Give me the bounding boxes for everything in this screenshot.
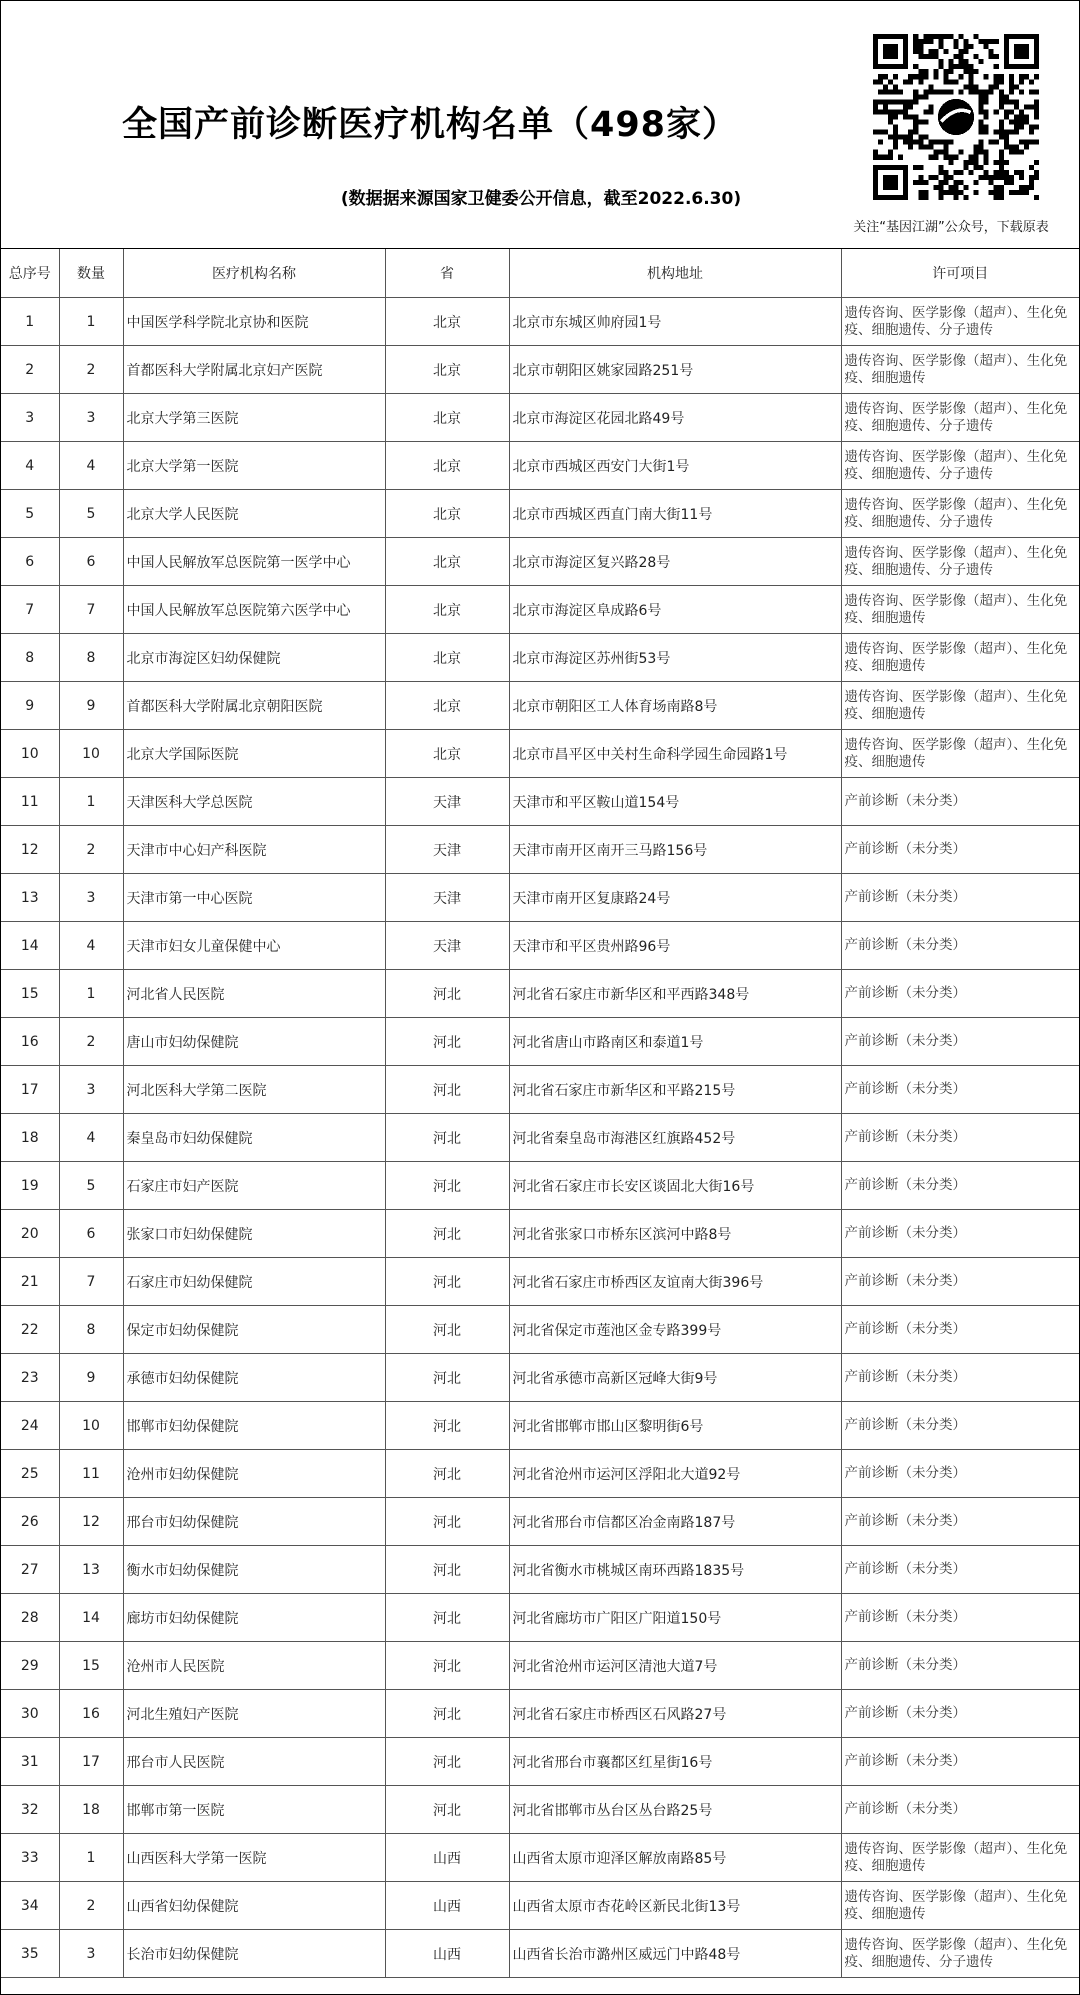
count-cell: 7	[59, 1258, 123, 1306]
license-cell: 产前诊断（未分类）	[841, 1114, 1079, 1162]
license-cell: 遗传咨询、医学影像（超声）、生化免疫、细胞遗传	[841, 346, 1079, 394]
qr-caption: 关注“基因江湖”公众号，下载原表	[853, 220, 1049, 235]
institution-cell: 北京大学第一医院	[123, 442, 385, 490]
document-header	[1, 1, 1079, 249]
institution-cell: 天津市第一中心医院	[123, 874, 385, 922]
address-cell: 河北省沧州市运河区清池大道7号	[509, 1642, 841, 1690]
serial-cell: 4	[1, 442, 59, 490]
province-cell: 河北	[385, 1114, 509, 1162]
table-row	[1, 826, 1079, 874]
serial-cell: 33	[1, 1834, 59, 1882]
license-cell: 遗传咨询、医学影像（超声）、生化免疫、细胞遗传	[841, 730, 1079, 778]
address-cell: 河北省保定市莲池区金专路399号	[509, 1306, 841, 1354]
count-cell: 15	[59, 1642, 123, 1690]
institution-cell: 石家庄市妇幼保健院	[123, 1258, 385, 1306]
institution-cell: 中国人民解放军总医院第六医学中心	[123, 586, 385, 634]
count-cell: 6	[59, 538, 123, 586]
institution-cell: 邯郸市妇幼保健院	[123, 1402, 385, 1450]
license-cell: 产前诊断（未分类）	[841, 1690, 1079, 1738]
table-row	[1, 1450, 1079, 1498]
address-cell: 河北省邢台市襄都区红星街16号	[509, 1738, 841, 1786]
count-cell: 4	[59, 922, 123, 970]
serial-cell: 29	[1, 1642, 59, 1690]
license-cell: 产前诊断（未分类）	[841, 1066, 1079, 1114]
address-cell: 天津市和平区贵州路96号	[509, 922, 841, 970]
institution-cell: 山西医科大学第一医院	[123, 1834, 385, 1882]
count-cell: 2	[59, 346, 123, 394]
institution-cell: 山西省妇幼保健院	[123, 1882, 385, 1930]
count-cell: 7	[59, 586, 123, 634]
table-row	[1, 1210, 1079, 1258]
serial-cell: 2	[1, 346, 59, 394]
province-cell: 河北	[385, 1786, 509, 1834]
count-cell: 17	[59, 1738, 123, 1786]
license-cell: 产前诊断（未分类）	[841, 1738, 1079, 1786]
province-cell: 河北	[385, 1402, 509, 1450]
province-cell: 河北	[385, 1546, 509, 1594]
license-cell: 遗传咨询、医学影像（超声）、生化免疫、细胞遗传、分子遗传	[841, 394, 1079, 442]
count-cell: 6	[59, 1210, 123, 1258]
license-cell: 产前诊断（未分类）	[841, 1546, 1079, 1594]
license-cell: 产前诊断（未分类）	[841, 1258, 1079, 1306]
address-cell: 北京市海淀区苏州街53号	[509, 634, 841, 682]
count-cell: 3	[59, 1930, 123, 1978]
serial-cell: 28	[1, 1594, 59, 1642]
serial-cell: 23	[1, 1354, 59, 1402]
page-title: 全国产前诊断医疗机构名单（498家）	[121, 105, 739, 145]
province-cell: 北京	[385, 298, 509, 346]
license-cell: 产前诊断（未分类）	[841, 1450, 1079, 1498]
institution-cell: 沧州市妇幼保健院	[123, 1450, 385, 1498]
table-row	[1, 1546, 1079, 1594]
count-cell: 3	[59, 394, 123, 442]
table-row	[1, 1930, 1079, 1978]
address-cell: 河北省承德市高新区冠峰大街9号	[509, 1354, 841, 1402]
serial-cell: 21	[1, 1258, 59, 1306]
province-cell: 山西	[385, 1834, 509, 1882]
province-cell: 河北	[385, 970, 509, 1018]
count-cell: 1	[59, 1834, 123, 1882]
address-cell: 河北省石家庄市长安区谈固北大街16号	[509, 1162, 841, 1210]
province-cell: 天津	[385, 778, 509, 826]
count-cell: 3	[59, 1066, 123, 1114]
institution-cell: 长治市妇幼保健院	[123, 1930, 385, 1978]
table-row	[1, 1258, 1079, 1306]
institution-cell: 河北医科大学第二医院	[123, 1066, 385, 1114]
province-cell: 河北	[385, 1306, 509, 1354]
institution-cell: 张家口市妇幼保健院	[123, 1210, 385, 1258]
serial-cell: 31	[1, 1738, 59, 1786]
serial-cell: 10	[1, 730, 59, 778]
institution-cell: 北京大学第三医院	[123, 394, 385, 442]
license-cell: 产前诊断（未分类）	[841, 1354, 1079, 1402]
table-row	[1, 1402, 1079, 1450]
table-row	[1, 1882, 1079, 1930]
table-row	[1, 970, 1079, 1018]
serial-cell: 27	[1, 1546, 59, 1594]
license-cell: 遗传咨询、医学影像（超声）、生化免疫、细胞遗传	[841, 1834, 1079, 1882]
institution-cell: 秦皇岛市妇幼保健院	[123, 1114, 385, 1162]
province-cell: 山西	[385, 1930, 509, 1978]
province-cell: 北京	[385, 586, 509, 634]
table-row	[1, 682, 1079, 730]
serial-cell: 11	[1, 778, 59, 826]
table-row	[1, 1306, 1079, 1354]
serial-cell: 7	[1, 586, 59, 634]
institution-cell: 衡水市妇幼保健院	[123, 1546, 385, 1594]
license-cell: 遗传咨询、医学影像（超声）、生化免疫、细胞遗传	[841, 1882, 1079, 1930]
address-cell: 河北省张家口市桥东区滨河中路8号	[509, 1210, 841, 1258]
province-cell: 河北	[385, 1738, 509, 1786]
address-cell: 河北省石家庄市新华区和平路215号	[509, 1066, 841, 1114]
address-cell: 河北省石家庄市桥西区友谊南大街396号	[509, 1258, 841, 1306]
count-cell: 9	[59, 1354, 123, 1402]
table-row	[1, 1498, 1079, 1546]
province-cell: 北京	[385, 346, 509, 394]
count-cell: 11	[59, 1450, 123, 1498]
serial-cell: 25	[1, 1450, 59, 1498]
address-cell: 河北省衡水市桃城区南环西路1835号	[509, 1546, 841, 1594]
serial-cell: 12	[1, 826, 59, 874]
institution-cell: 廊坊市妇幼保健院	[123, 1594, 385, 1642]
serial-cell: 6	[1, 538, 59, 586]
license-cell: 产前诊断（未分类）	[841, 1402, 1079, 1450]
count-cell: 5	[59, 490, 123, 538]
table-row	[1, 1066, 1079, 1114]
serial-cell: 24	[1, 1402, 59, 1450]
address-cell: 北京市昌平区中关村生命科学园生命园路1号	[509, 730, 841, 778]
table-header-row	[1, 249, 1079, 298]
institution-cell: 首都医科大学附属北京朝阳医院	[123, 682, 385, 730]
serial-cell: 35	[1, 1930, 59, 1978]
table-row	[1, 442, 1079, 490]
address-cell: 河北省唐山市路南区和泰道1号	[509, 1018, 841, 1066]
count-cell: 8	[59, 1306, 123, 1354]
count-cell: 12	[59, 1498, 123, 1546]
count-cell: 2	[59, 1882, 123, 1930]
institution-cell: 邢台市妇幼保健院	[123, 1498, 385, 1546]
license-cell: 遗传咨询、医学影像（超声）、生化免疫、细胞遗传	[841, 682, 1079, 730]
serial-cell: 22	[1, 1306, 59, 1354]
table-row	[1, 778, 1079, 826]
table-row	[1, 1834, 1079, 1882]
license-cell: 产前诊断（未分类）	[841, 1594, 1079, 1642]
institution-table	[1, 249, 1079, 1978]
institution-cell: 北京大学国际医院	[123, 730, 385, 778]
license-cell: 产前诊断（未分类）	[841, 1162, 1079, 1210]
address-cell: 北京市朝阳区工人体育场南路8号	[509, 682, 841, 730]
serial-cell: 32	[1, 1786, 59, 1834]
province-cell: 河北	[385, 1498, 509, 1546]
address-cell: 北京市东城区帅府园1号	[509, 298, 841, 346]
license-cell: 产前诊断（未分类）	[841, 826, 1079, 874]
province-cell: 北京	[385, 634, 509, 682]
table-row	[1, 1114, 1079, 1162]
institution-cell: 中国人民解放军总医院第一医学中心	[123, 538, 385, 586]
address-cell: 北京市西城区西直门南大街11号	[509, 490, 841, 538]
address-cell: 山西省长治市潞州区威远门中路48号	[509, 1930, 841, 1978]
serial-cell: 15	[1, 970, 59, 1018]
serial-cell: 8	[1, 634, 59, 682]
table-row	[1, 1738, 1079, 1786]
license-cell: 产前诊断（未分类）	[841, 1786, 1079, 1834]
institution-cell: 沧州市人民医院	[123, 1642, 385, 1690]
province-cell: 天津	[385, 922, 509, 970]
count-cell: 4	[59, 442, 123, 490]
province-cell: 北京	[385, 538, 509, 586]
count-cell: 10	[59, 1402, 123, 1450]
province-cell: 河北	[385, 1162, 509, 1210]
province-cell: 河北	[385, 1066, 509, 1114]
table-row	[1, 922, 1079, 970]
address-cell: 河北省秦皇岛市海港区红旗路452号	[509, 1114, 841, 1162]
license-cell: 遗传咨询、医学影像（超声）、生化免疫、细胞遗传	[841, 634, 1079, 682]
serial-cell: 20	[1, 1210, 59, 1258]
table-row	[1, 1786, 1079, 1834]
count-cell: 14	[59, 1594, 123, 1642]
license-cell: 遗传咨询、医学影像（超声）、生化免疫、细胞遗传、分子遗传	[841, 1930, 1079, 1978]
table-row	[1, 298, 1079, 346]
table-row	[1, 1690, 1079, 1738]
province-cell: 北京	[385, 442, 509, 490]
serial-cell: 16	[1, 1018, 59, 1066]
province-cell: 山西	[385, 1882, 509, 1930]
institution-cell: 北京大学人民医院	[123, 490, 385, 538]
column-header-address: 机构地址	[509, 249, 841, 298]
institution-cell: 承德市妇幼保健院	[123, 1354, 385, 1402]
institution-cell: 天津市中心妇产科医院	[123, 826, 385, 874]
table-row	[1, 490, 1079, 538]
license-cell: 产前诊断（未分类）	[841, 1306, 1079, 1354]
institution-cell: 首都医科大学附属北京妇产医院	[123, 346, 385, 394]
license-cell: 遗传咨询、医学影像（超声）、生化免疫、细胞遗传	[841, 586, 1079, 634]
license-cell: 产前诊断（未分类）	[841, 1210, 1079, 1258]
table-row	[1, 394, 1079, 442]
address-cell: 河北省石家庄市桥西区石风路27号	[509, 1690, 841, 1738]
table-row	[1, 586, 1079, 634]
page-subtitle: (数据据来源国家卫健委公开信息，截至2022.6.30)	[340, 189, 742, 209]
count-cell: 5	[59, 1162, 123, 1210]
province-cell: 天津	[385, 874, 509, 922]
institution-cell: 中国医学科学院北京协和医院	[123, 298, 385, 346]
address-cell: 河北省邯郸市邯山区黎明街6号	[509, 1402, 841, 1450]
count-cell: 1	[59, 298, 123, 346]
address-cell: 北京市海淀区阜成路6号	[509, 586, 841, 634]
serial-cell: 19	[1, 1162, 59, 1210]
count-cell: 1	[59, 778, 123, 826]
address-cell: 河北省石家庄市新华区和平西路348号	[509, 970, 841, 1018]
institution-cell: 河北省人民医院	[123, 970, 385, 1018]
table-row	[1, 1642, 1079, 1690]
count-cell: 2	[59, 826, 123, 874]
count-cell: 3	[59, 874, 123, 922]
serial-cell: 30	[1, 1690, 59, 1738]
license-cell: 产前诊断（未分类）	[841, 778, 1079, 826]
institution-cell: 河北生殖妇产医院	[123, 1690, 385, 1738]
province-cell: 北京	[385, 394, 509, 442]
count-cell: 18	[59, 1786, 123, 1834]
province-cell: 河北	[385, 1354, 509, 1402]
table-row	[1, 1354, 1079, 1402]
table-row	[1, 634, 1079, 682]
province-cell: 河北	[385, 1594, 509, 1642]
province-cell: 天津	[385, 826, 509, 874]
province-cell: 北京	[385, 730, 509, 778]
table-row	[1, 730, 1079, 778]
license-cell: 产前诊断（未分类）	[841, 922, 1079, 970]
qr-code-icon	[873, 34, 1039, 200]
address-cell: 山西省太原市杏花岭区新民北街13号	[509, 1882, 841, 1930]
table-row	[1, 1594, 1079, 1642]
column-header-serial: 总序号	[1, 249, 59, 298]
address-cell: 天津市南开区复康路24号	[509, 874, 841, 922]
column-header-count: 数量	[59, 249, 123, 298]
count-cell: 16	[59, 1690, 123, 1738]
serial-cell: 13	[1, 874, 59, 922]
license-cell: 产前诊断（未分类）	[841, 1642, 1079, 1690]
address-cell: 山西省太原市迎泽区解放南路85号	[509, 1834, 841, 1882]
province-cell: 河北	[385, 1258, 509, 1306]
institution-cell: 唐山市妇幼保健院	[123, 1018, 385, 1066]
province-cell: 河北	[385, 1450, 509, 1498]
count-cell: 10	[59, 730, 123, 778]
column-header-province: 省	[385, 249, 509, 298]
institution-cell: 保定市妇幼保健院	[123, 1306, 385, 1354]
province-cell: 河北	[385, 1210, 509, 1258]
license-cell: 产前诊断（未分类）	[841, 1018, 1079, 1066]
license-cell: 产前诊断（未分类）	[841, 874, 1079, 922]
address-cell: 北京市朝阳区姚家园路251号	[509, 346, 841, 394]
license-cell: 遗传咨询、医学影像（超声）、生化免疫、细胞遗传、分子遗传	[841, 442, 1079, 490]
serial-cell: 14	[1, 922, 59, 970]
serial-cell: 9	[1, 682, 59, 730]
serial-cell: 18	[1, 1114, 59, 1162]
serial-cell: 3	[1, 394, 59, 442]
count-cell: 8	[59, 634, 123, 682]
serial-cell: 26	[1, 1498, 59, 1546]
institution-cell: 邯郸市第一医院	[123, 1786, 385, 1834]
count-cell: 1	[59, 970, 123, 1018]
serial-cell: 5	[1, 490, 59, 538]
license-cell: 产前诊断（未分类）	[841, 1498, 1079, 1546]
address-cell: 北京市海淀区花园北路49号	[509, 394, 841, 442]
count-cell: 13	[59, 1546, 123, 1594]
address-cell: 河北省沧州市运河区浮阳北大道92号	[509, 1450, 841, 1498]
count-cell: 9	[59, 682, 123, 730]
serial-cell: 17	[1, 1066, 59, 1114]
address-cell: 河北省邯郸市丛台区丛台路25号	[509, 1786, 841, 1834]
province-cell: 北京	[385, 490, 509, 538]
institution-cell: 北京市海淀区妇幼保健院	[123, 634, 385, 682]
address-cell: 北京市西城区西安门大街1号	[509, 442, 841, 490]
province-cell: 河北	[385, 1690, 509, 1738]
institution-cell: 天津医科大学总医院	[123, 778, 385, 826]
province-cell: 河北	[385, 1018, 509, 1066]
table-row	[1, 346, 1079, 394]
province-cell: 北京	[385, 682, 509, 730]
table-row	[1, 538, 1079, 586]
table-row	[1, 874, 1079, 922]
count-cell: 2	[59, 1018, 123, 1066]
column-header-institution: 医疗机构名称	[123, 249, 385, 298]
address-cell: 天津市和平区鞍山道154号	[509, 778, 841, 826]
address-cell: 天津市南开区南开三马路156号	[509, 826, 841, 874]
serial-cell: 1	[1, 298, 59, 346]
institution-cell: 天津市妇女儿童保健中心	[123, 922, 385, 970]
table-row	[1, 1162, 1079, 1210]
address-cell: 河北省廊坊市广阳区广阳道150号	[509, 1594, 841, 1642]
license-cell: 产前诊断（未分类）	[841, 970, 1079, 1018]
institution-cell: 石家庄市妇产医院	[123, 1162, 385, 1210]
license-cell: 遗传咨询、医学影像（超声）、生化免疫、细胞遗传、分子遗传	[841, 538, 1079, 586]
license-cell: 遗传咨询、医学影像（超声）、生化免疫、细胞遗传、分子遗传	[841, 298, 1079, 346]
institution-cell: 邢台市人民医院	[123, 1738, 385, 1786]
serial-cell: 34	[1, 1882, 59, 1930]
count-cell: 4	[59, 1114, 123, 1162]
table-row	[1, 1018, 1079, 1066]
address-cell: 河北省邢台市信都区冶金南路187号	[509, 1498, 841, 1546]
address-cell: 北京市海淀区复兴路28号	[509, 538, 841, 586]
province-cell: 河北	[385, 1642, 509, 1690]
license-cell: 遗传咨询、医学影像（超声）、生化免疫、细胞遗传、分子遗传	[841, 490, 1079, 538]
table-body	[1, 298, 1079, 1978]
column-header-license: 许可项目	[841, 249, 1079, 298]
